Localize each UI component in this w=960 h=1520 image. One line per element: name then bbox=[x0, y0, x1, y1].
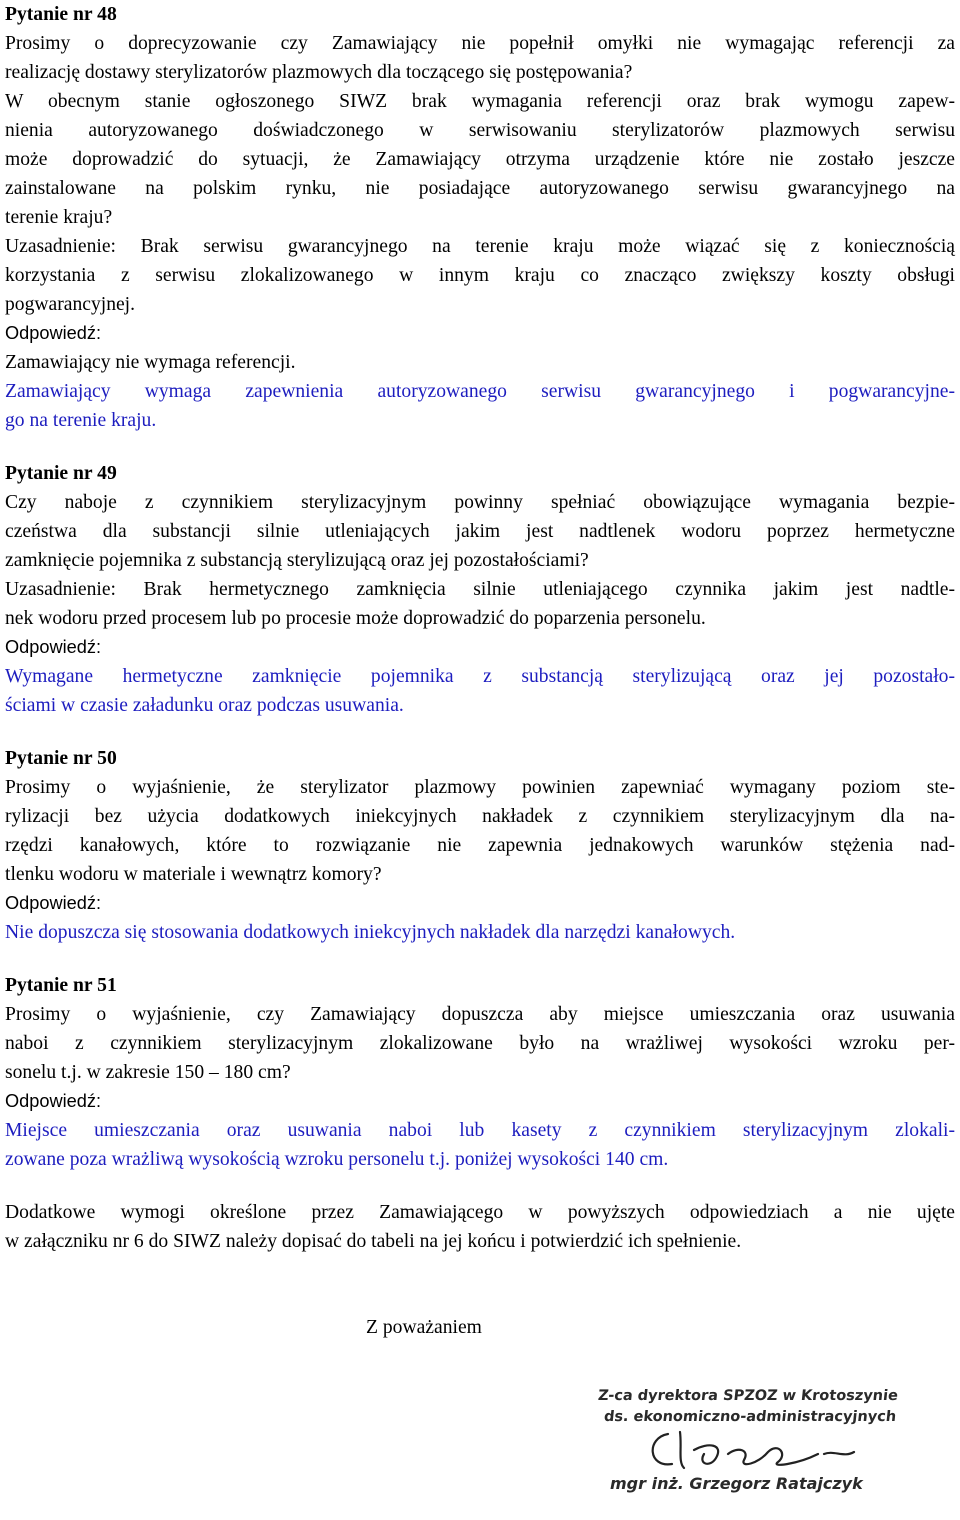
text-line: go na terenie kraju. bbox=[5, 410, 157, 431]
answer-label: Odpowiedź: bbox=[5, 893, 102, 913]
section-gap bbox=[5, 435, 955, 459]
text-line: Wymagane hermetyczne zamknięcie pojemnika z substancją sterylizującą oraz jej pozostało- bbox=[5, 666, 955, 687]
question-heading: Pytanie nr 48 bbox=[5, 4, 117, 25]
text-line: zamknięcie pojemnika z substancją sterylizującą oraz jej pozostałościami? bbox=[5, 550, 589, 571]
text-line: Uzasadnienie: Brak serwisu gwarancyjnego na terenie kraju może wiązać się z koniecznością bbox=[5, 236, 955, 257]
text-line: tlenku wodoru w materiale i wewnątrz komory? bbox=[5, 864, 382, 885]
question-heading: Pytanie nr 50 bbox=[5, 748, 117, 769]
text-line: nek wodoru przed procesem lub po procesie może doprowadzić do poparzenia personelu. bbox=[5, 608, 706, 629]
closing-salutation: Z poważaniem bbox=[366, 1317, 482, 1338]
text-line: korzystania z serwisu zlokalizowanego w innym kraju co znacząco zwiększy koszty obsługi bbox=[5, 265, 955, 286]
text-line: Uzasadnienie: Brak hermetycznego zamknięcia silnie utleniającego czynnika jakim jest nadtle- bbox=[5, 579, 955, 600]
document-section bbox=[5, 744, 955, 947]
text-line: może doprowadzić do sytuacji, że Zamawiający otrzyma urządzenie które nie zostało jeszcze bbox=[5, 149, 955, 170]
stamp-name-line: mgr inż. Grzegorz Ratajczyk bbox=[610, 1474, 863, 1493]
text-line: ściami w czasie załadunku oraz podczas usuwania. bbox=[5, 695, 404, 716]
text-line: Prosimy o wyjaśnienie, że sterylizator plazmowy powinien zapewniać wymagany poziom ste- bbox=[5, 777, 955, 798]
question-heading: Pytanie nr 49 bbox=[5, 463, 117, 484]
text-line: zowane poza wrażliwą wysokością wzroku personelu t.j. poniżej wysokości 140 cm. bbox=[5, 1149, 669, 1170]
text-line: W obecnym stanie ogłoszonego SIWZ brak wymagania referencji oraz brak wymogu zapew- bbox=[5, 91, 955, 112]
stamp-title-line: Z-ca dyrektora SPZOZ w Krotoszynie bbox=[597, 1388, 899, 1404]
stamp-department-line: ds. ekonomiczno-administracyjnych bbox=[603, 1409, 897, 1425]
signature-stamp bbox=[588, 1380, 908, 1508]
text-line: Czy naboje z czynnikiem sterylizacyjnym powinny spełniać obowiązujące wymagania bezpie- bbox=[5, 492, 955, 513]
text-line: realizację dostawy sterylizatorów plazmowych dla toczącego się postępowania? bbox=[5, 62, 633, 83]
section-gap bbox=[5, 1174, 955, 1198]
document-page bbox=[5, 0, 955, 1256]
text-line: czeństwa dla substancji silnie utleniających jakim jest nadtlenek wodoru poprzez hermetyczne bbox=[5, 521, 955, 542]
text-line: pogwarancyjnej. bbox=[5, 294, 136, 315]
section-gap bbox=[5, 720, 955, 744]
text-line: nienia autoryzowanego doświadczonego w serwisowaniu sterylizatorów plazmowych serwisu bbox=[5, 120, 955, 141]
document-section bbox=[5, 459, 955, 720]
document-section bbox=[5, 1198, 955, 1256]
answer-label: Odpowiedź: bbox=[5, 323, 102, 343]
handwritten-signature bbox=[628, 1424, 888, 1476]
text-line: rzędzi kanałowych, które to rozwiązanie nie zapewnia jednakowych warunków stężenia nad- bbox=[5, 835, 955, 856]
answer-label: Odpowiedź: bbox=[5, 1091, 102, 1111]
text-line: naboi z czynnikiem sterylizacyjnym zlokalizowane było na wrażliwej wysokości wzroku per- bbox=[5, 1033, 955, 1054]
text-line: Miejsce umieszczania oraz usuwania naboi lub kasety z czynnikiem sterylizacyjnym zlokali- bbox=[5, 1120, 955, 1141]
text-line: Dodatkowe wymogi określone przez Zamawiającego w powyższych odpowiedziach a nie ujęte bbox=[5, 1202, 955, 1223]
document-section bbox=[5, 971, 955, 1174]
section-gap bbox=[5, 947, 955, 971]
question-heading: Pytanie nr 51 bbox=[5, 975, 117, 996]
text-line: Prosimy o wyjaśnienie, czy Zamawiający dopuszcza aby miejsce umieszczania oraz usuwania bbox=[5, 1004, 955, 1025]
text-line: w załączniku nr 6 do SIWZ należy dopisać do tabeli na jej końcu i potwierdzić ich spełnienie. bbox=[5, 1231, 742, 1252]
text-line: Nie dopuszcza się stosowania dodatkowych iniekcyjnych nakładek dla narzędzi kanałowych. bbox=[5, 922, 736, 943]
text-line: Prosimy o doprecyzowanie czy Zamawiający nie popełnił omyłki nie wymagając referencji za bbox=[5, 33, 955, 54]
text-line: Zamawiający nie wymaga referencji. bbox=[5, 352, 296, 373]
document-section bbox=[5, 0, 955, 435]
text-line: rylizacji bez użycia dodatkowych iniekcyjnych nakładek z czynnikiem sterylizacyjnym dla na- bbox=[5, 806, 955, 827]
text-line: terenie kraju? bbox=[5, 207, 113, 228]
text-line: zainstalowane na polskim rynku, nie posiadające autoryzowanego serwisu gwarancyjnego na bbox=[5, 178, 955, 199]
text-line: sonelu t.j. w zakresie 150 – 180 cm? bbox=[5, 1062, 291, 1083]
answer-label: Odpowiedź: bbox=[5, 637, 102, 657]
text-line: Zamawiający wymaga zapewnienia autoryzowanego serwisu gwarancyjnego i pogwarancyjne- bbox=[5, 381, 955, 402]
